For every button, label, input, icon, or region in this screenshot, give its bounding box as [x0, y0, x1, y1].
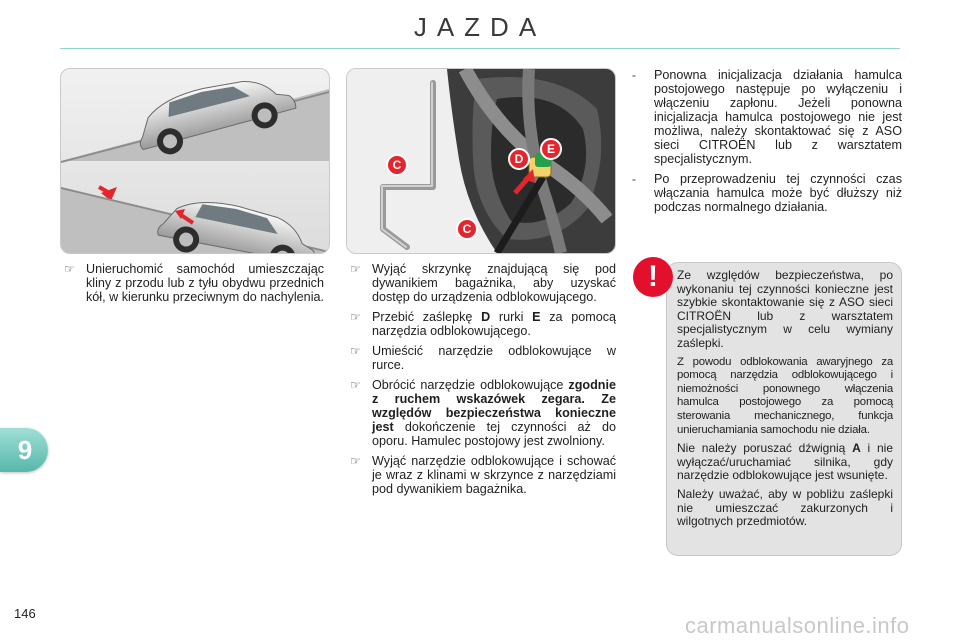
column-2-list — [348, 262, 616, 502]
list-item: ☞ Wyjąć skrzynkę znajdującą się pod dywanikiem bagażnika, aby uzyskać dostęp do urządzenia odblokowującego. — [350, 262, 616, 304]
warning-paragraph-4: Należy uważać, aby w pobliżu zaślepki nie umieszczać zakurzonych i wilgotnych przedmiotów. — [677, 486, 893, 529]
list-item: ☞ Umieścić narzędzie odblokowujące w rurce. — [350, 344, 616, 372]
warning-paragraph-2: Z powodu odblokowania awaryjnego za pomocą narzędzia odblokowującego i niemożności ponownego włączenia hamulca postojowego za pomocą sterowania mechanicznego, funkcja unieruchamiania samochodu nie działa. — [677, 355, 893, 436]
warning-paragraph-1: Ze względów bezpieczeństwa, po wykonaniu tej czynności konieczne jest szybkie skontaktowanie się z ASO sieci CITROËN lub z warsztatem specjalistycznym w celu wymiany zaślepki. — [677, 268, 893, 350]
column-1-list — [62, 262, 324, 310]
list-item: ☞ Wyjąć narzędzie odblokowujące i schować je wraz z klinami w skrzynce z narzędziami pod dywanikiem bagażnika. — [350, 454, 616, 496]
label-d: D — [514, 152, 524, 166]
list-item: - Po przeprowadzeniu tej czynności czas włączania hamulca może być dłuższy niż podczas normalnego działania. — [632, 172, 902, 214]
wheel-chocks-illustration — [60, 68, 330, 254]
dash-bullet: - — [632, 172, 636, 186]
label-c-top: C — [392, 158, 402, 172]
unlock-tool-illustration — [346, 68, 616, 254]
column-3-list — [630, 68, 902, 220]
chapter-tab[interactable]: 9 — [0, 428, 48, 472]
pointing-hand-icon: ☞ — [64, 262, 75, 276]
list-item: ☞ Obrócić narzędzie odblokowujące zgodnie z ruchem wskazówek zegara. Ze względów bezpieczeństwa konieczne jest dokończenie tej czynności aż do oporu. Hamulec postojowy jest zwolniony. — [350, 378, 616, 448]
page-number: 146 — [14, 606, 36, 621]
pointing-hand-icon: ☞ — [350, 454, 361, 468]
header-rule — [60, 48, 900, 49]
pointing-hand-icon: ☞ — [350, 344, 361, 358]
list-item: - Ponowna inicjalizacja działania hamulca postojowego następuje po wyłączeniu i włączeniu zapłonu. Jeżeli ponowna inicjalizacja hamulca postojowego nie jest możliwa, należy skontaktować się z ASO sieci CITROËN lub z warsztatem specjalistycznym. — [632, 68, 902, 166]
list-item: ☞ Unieruchomić samochód umieszczając kliny z przodu lub z tyłu obydwu przednich kół, w kierunku przeciwnym do nachylenia. — [64, 262, 324, 304]
warning-box — [648, 260, 902, 556]
dash-bullet: - — [632, 68, 636, 82]
page-title: JAZDA — [413, 12, 547, 42]
warning-text — [677, 269, 893, 534]
warning-paragraph-3: Nie należy poruszać dźwignią A i nie wyłączać/uruchamiać silnika, gdy narzędzie odblokowujące jest wsunięte. — [677, 441, 893, 483]
pointing-hand-icon: ☞ — [350, 378, 361, 392]
watermark: carmanualsonline.info — [685, 613, 910, 638]
list-item: ☞ Przebić zaślepkę D rurki E za pomocą narzędzia odblokowującego. — [350, 310, 616, 338]
car-slope-icon — [61, 69, 329, 253]
label-e: E — [546, 142, 556, 156]
pointing-hand-icon: ☞ — [350, 262, 361, 276]
pointing-hand-icon: ☞ — [350, 310, 361, 324]
label-c-bottom: C — [462, 222, 472, 236]
warning-icon: ! — [633, 257, 673, 297]
